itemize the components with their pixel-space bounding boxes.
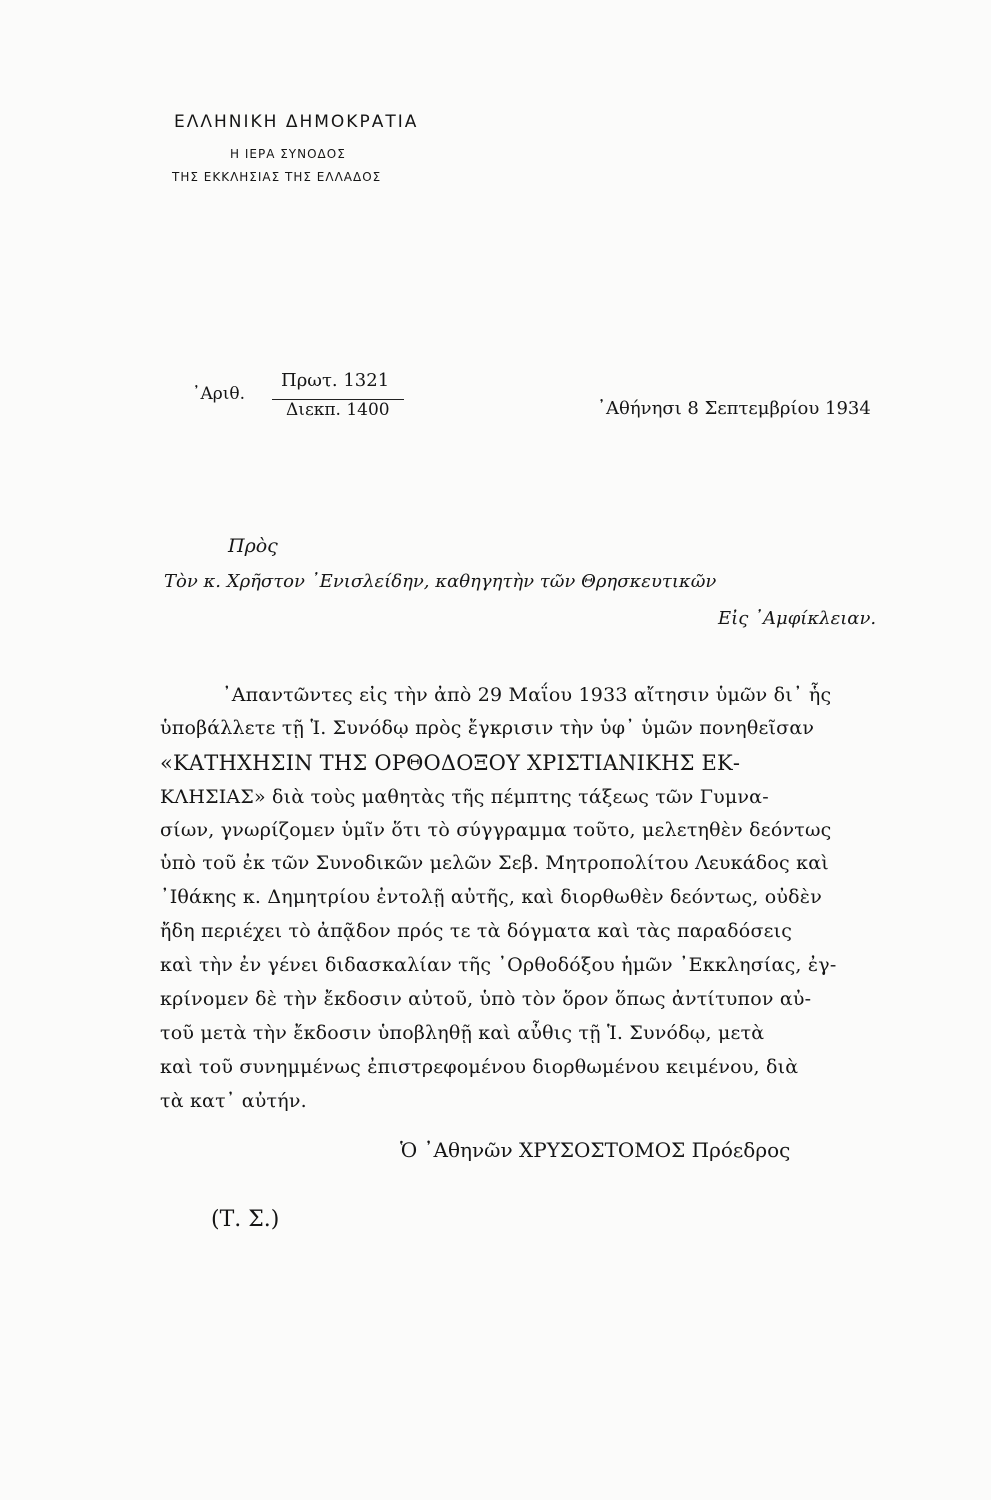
addressee-place: Εἰς ᾿Αμφίκλειαν. [718, 608, 877, 629]
protocol-number: Πρωτ. 1321 [281, 370, 390, 391]
body-line: ἤδη περιέχει τὸ ἀπᾷδον πρός τε τὰ δόγματα καὶ τὰς παραδόσεις [160, 920, 793, 942]
letter-date: ᾿Αθήνησι 8 Σεπτεμβρίου 1934 [597, 398, 871, 419]
body-line: τὰ κατ᾿ αὐτήν. [160, 1090, 307, 1112]
reference-label: ᾿Αριθ. [192, 384, 246, 404]
seal-mark: (Τ. Σ.) [211, 1207, 280, 1232]
body-line: «ΚΑΤΗΧΗΣΙΝ ΤΗΣ ΟΡΘΟΔΟΞΟΥ ΧΡΙΣΤΙΑΝΙΚΗΣ ΕΚ- [160, 751, 741, 775]
body-line: κρίνομεν δὲ τὴν ἔκδοσιν αὐτοῦ, ὑπὸ τὸν ὅρον ὅπως ἀντίτυπον αὐ- [160, 988, 812, 1010]
body-line: καὶ τοῦ συνημμένως ἐπιστρεφομένου διορθωμένου κειμένου, διὰ [160, 1056, 799, 1078]
addressee-name: Τὸν κ. Χρῆστον ᾿Ενισλείδην, καθηγητὴν τῶν Θρησκευτικῶν [164, 571, 717, 592]
body-line: σίων, γνωρίζομεν ὑμῖν ὅτι τὸ σύγγραμμα τοῦτο, μελετηθὲν δεόντως [160, 819, 832, 841]
addressee-label: Πρὸς [228, 535, 278, 557]
signature: Ὁ ᾿Αθηνῶν ΧΡΥΣΟΣΤΟΜΟΣ Πρόεδρος [400, 1138, 791, 1162]
header-country: ΕΛΛΗΝΙΚΗ ΔΗΜΟΚΡΑΤΙΑ [174, 112, 419, 132]
body-line: ᾿Απαντῶντες εἰς τὴν ἀπὸ 29 Μαΐου 1933 αἴτησιν ὑμῶν δι᾿ ἧς [222, 684, 832, 706]
body-line: καὶ τὴν ἐν γένει διδασκαλίαν τῆς ᾿Ορθοδόξου ἡμῶν ᾿Εκκλησίας, ἐγ- [160, 954, 837, 976]
body-line: ὑπὸ τοῦ ἐκ τῶν Συνοδικῶν μελῶν Σεβ. Μητροπολίτου Λευκάδος καὶ [160, 852, 829, 874]
dispatch-number: Διεκπ. 1400 [286, 400, 390, 420]
body-line: ᾿Ιθάκης κ. Δημητρίου ἐντολῇ αὐτῆς, καὶ διορθωθὲν δεόντως, οὐδὲν [160, 886, 822, 908]
header-synod: Η ΙΕΡΑ ΣΥΝΟΔΟΣ [230, 147, 346, 161]
body-line: ΚΛΗΣΙΑΣ» διὰ τοὺς μαθητὰς τῆς πέμπτης τάξεως τῶν Γυμνα- [160, 786, 769, 808]
header-church: ΤΗΣ ΕΚΚΛΗΣΙΑΣ ΤΗΣ ΕΛΛΑΔΟΣ [172, 170, 382, 184]
body-line: τοῦ μετὰ τὴν ἔκδοσιν ὑποβληθῇ καὶ αὖθις τῇ Ἱ. Συνόδῳ, μετὰ [160, 1022, 765, 1044]
body-line: ὑποβάλλετε τῇ Ἱ. Συνόδῳ πρὸς ἔγκρισιν τὴν ὑφ᾿ ὑμῶν πονηθεῖσαν [160, 717, 815, 739]
